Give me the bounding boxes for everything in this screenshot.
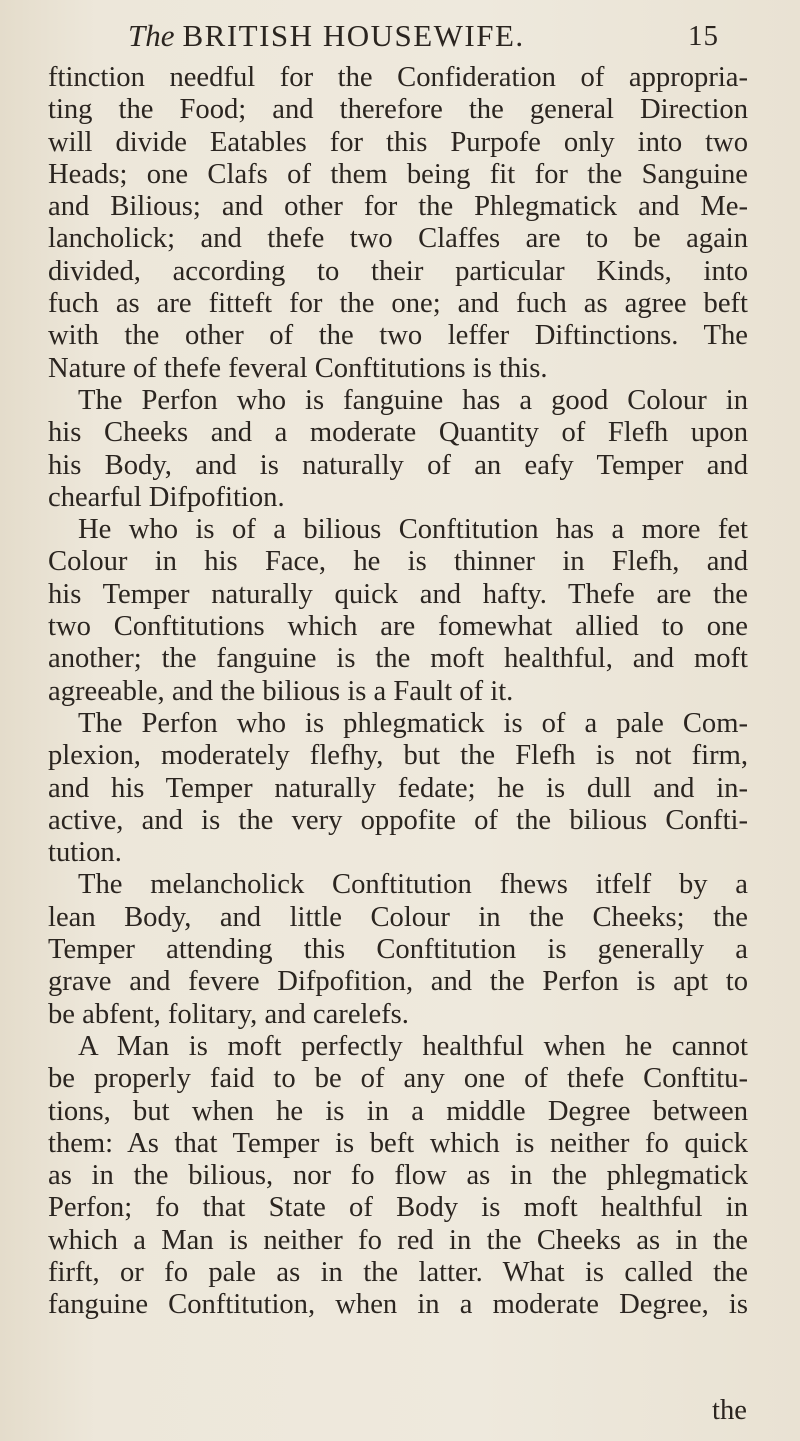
text-line: Colour in his Face, he is thinner in Flefh, and	[48, 546, 748, 578]
text-line: his Temper naturally quick and hafty. Thefe are the	[48, 578, 748, 610]
text-line: will divide Eatables for this Purpofe only into two	[48, 126, 748, 158]
running-head	[128, 18, 525, 54]
body-text	[48, 62, 748, 1322]
text-line: active, and is the very oppofite of the bilious Confti-	[48, 804, 748, 836]
text-line: lancholick; and thefe two Claffes are to be again	[48, 223, 748, 255]
text-line: be abfent, folitary, and carelefs.	[48, 998, 409, 1030]
text-line: ftinction needful for the Confideration of appropria-	[48, 62, 748, 93]
text-line: fanguine Conftitution, when in a moderate Degree, is	[48, 1289, 748, 1321]
text-line: lean Body, and little Colour in the Cheeks; the	[48, 901, 748, 933]
text-line: Perfon; fo that State of Body is moft healthful in	[48, 1192, 748, 1224]
running-head-the: The	[128, 18, 175, 53]
text-line: firft, or fo pale as in the latter. What is called the	[48, 1256, 748, 1288]
text-line: Temper attending this Conftitution is generally a	[48, 934, 748, 966]
page-number: 15	[688, 20, 719, 52]
text-line: fuch as are fitteft for the one; and fuch as agree beft	[48, 288, 748, 320]
text-line: The Perfon who is phlegmatick is of a pale Com-	[78, 707, 748, 739]
text-line: which a Man is neither fo red in the Cheeks as in the	[48, 1224, 748, 1256]
text-line: Heads; one Clafs of them being fit for the Sanguine	[48, 158, 748, 190]
text-line: be properly faid to be of any one of thefe Conftitu-	[48, 1063, 748, 1095]
text-line: tions, but when he is in a middle Degree between	[48, 1095, 748, 1127]
running-head-title: BRITISH HOUSEWIFE.	[182, 18, 525, 53]
text-line: The Perfon who is fanguine has a good Colour in	[78, 384, 748, 416]
text-line: divided, according to their particular Kinds, into	[48, 255, 748, 287]
text-line: tution.	[48, 837, 122, 869]
text-line: his Cheeks and a moderate Quantity of Flefh upon	[48, 417, 748, 449]
page-header	[0, 18, 800, 58]
text-line: two Conftitutions which are fomewhat allied to one	[48, 611, 748, 643]
catchword: the	[712, 1395, 747, 1426]
text-line: He who is of a bilious Conftitution has a more fet	[78, 514, 748, 546]
text-line: ting the Food; and therefore the general Direction	[48, 94, 748, 126]
text-line: agreeable, and the bilious is a Fault of it.	[48, 675, 514, 707]
text-line: his Body, and is naturally of an eafy Temper and	[48, 449, 748, 481]
text-line: and Bilious; and other for the Phlegmatick and Me-	[48, 191, 748, 223]
text-line: chearful Difpofition.	[48, 481, 285, 513]
text-line: them: As that Temper is beft which is neither fo quick	[48, 1127, 748, 1159]
text-line: The melancholick Conftitution fhews itfelf by a	[78, 869, 748, 901]
text-line: another; the fanguine is the moft healthful, and moft	[48, 643, 748, 675]
text-line: Nature of thefe feveral Conftitutions is this.	[48, 352, 548, 384]
text-line: plexion, moderately flefhy, but the Flefh is not firm,	[48, 740, 748, 772]
text-line: A Man is moft perfectly healthful when he cannot	[78, 1030, 748, 1062]
text-line: as in the bilious, nor fo flow as in the phlegmatick	[48, 1160, 748, 1192]
text-line: grave and fevere Difpofition, and the Perfon is apt to	[48, 966, 748, 998]
text-line: with the other of the two leffer Diftinctions. The	[48, 320, 748, 352]
text-line: and his Temper naturally fedate; he is dull and in-	[48, 772, 748, 804]
